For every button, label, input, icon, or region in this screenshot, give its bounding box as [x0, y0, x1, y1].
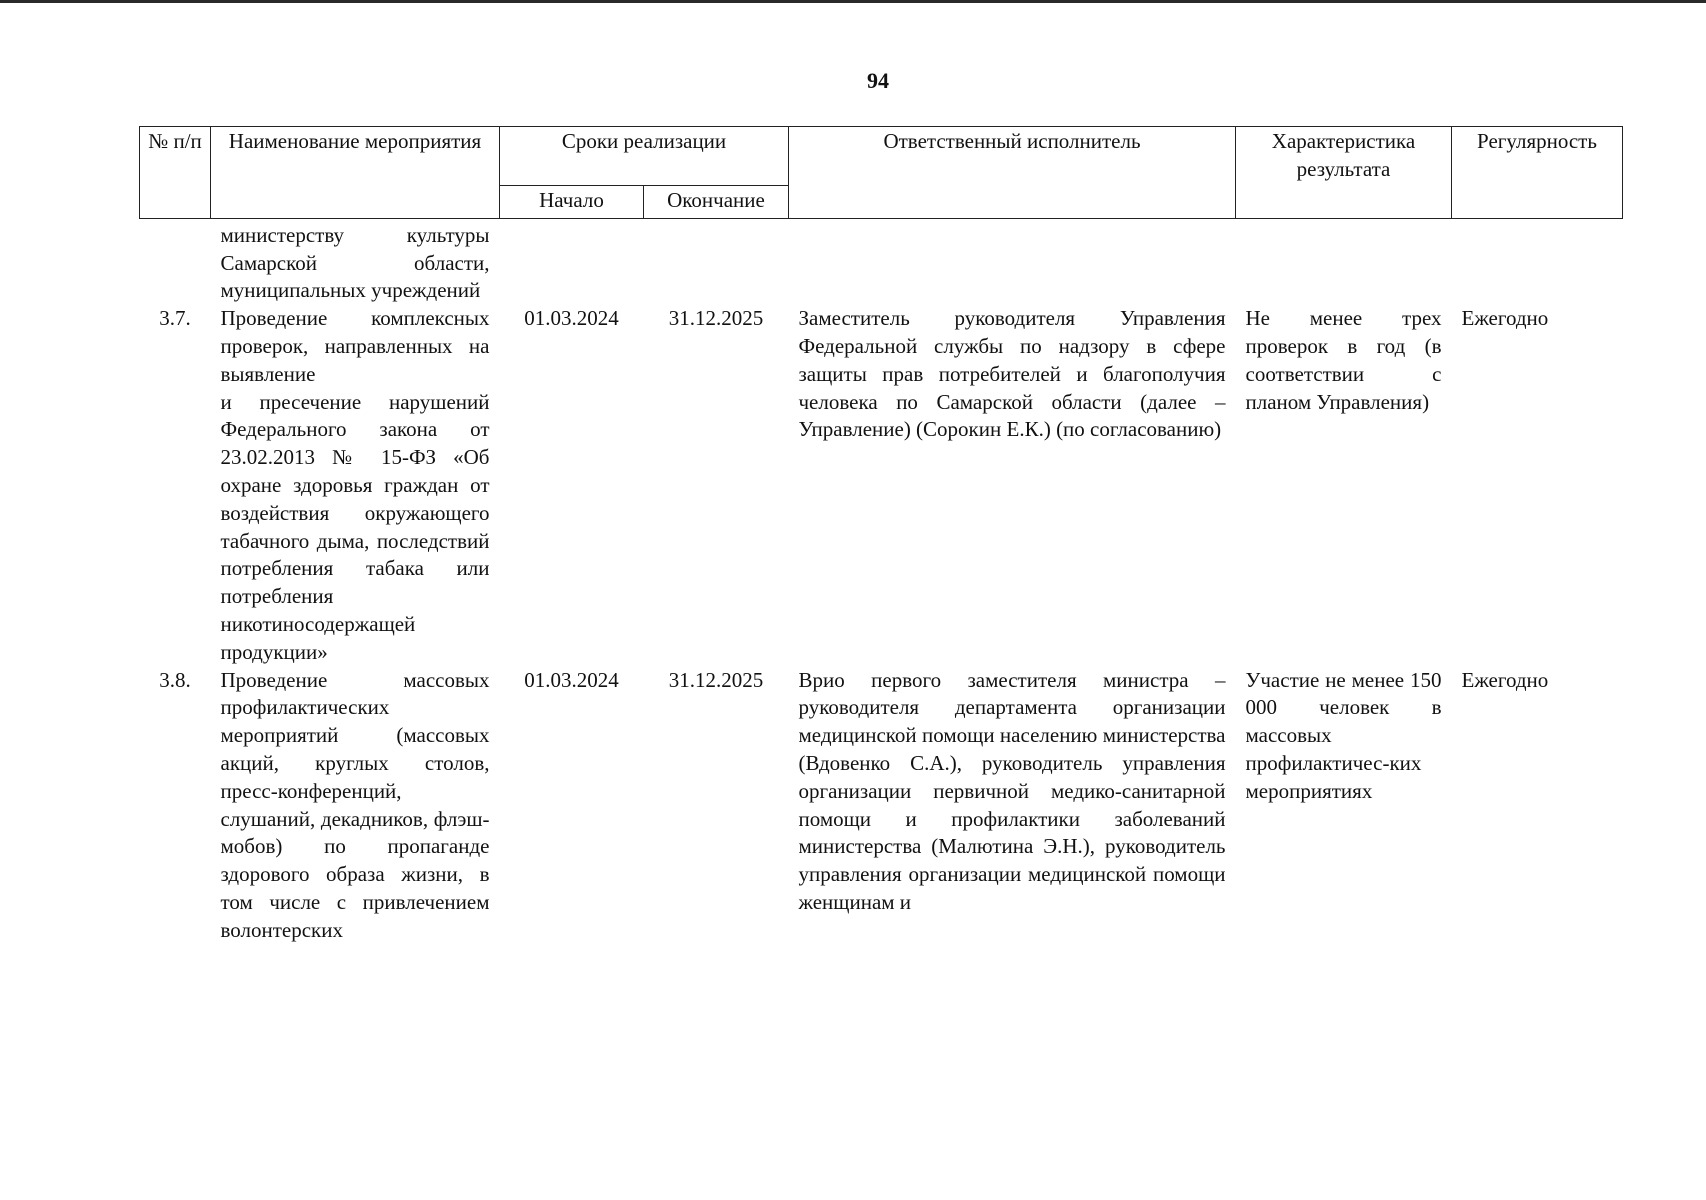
table-header	[140, 127, 1623, 219]
row-name	[211, 305, 500, 666]
header-name: Наименование мероприятия	[211, 127, 500, 219]
table-row	[140, 667, 1623, 945]
header-period: Сроки реализации	[500, 127, 789, 186]
header-end: Окончание	[644, 186, 789, 219]
plan-table	[139, 126, 1623, 945]
row-regularity: Ежегодно	[1461, 306, 1549, 331]
row-end-date: 31.12.2025	[668, 667, 764, 692]
row-start-date: 01.03.2024	[524, 306, 619, 331]
row-result: Участие не менее 150 000 человек в массовых профилактичес-ких мероприятиях	[1245, 667, 1442, 803]
row-name-part: Проведение комплексных проверок, направленных на выявление	[220, 306, 490, 386]
header-regularity: Регулярность	[1452, 127, 1623, 219]
row-regularity: Ежегодно	[1461, 667, 1549, 692]
row-end-date: 31.12.2025	[668, 306, 764, 331]
row-number: 3.7.	[159, 306, 191, 331]
row-result: Не менее трех проверок в год (в соответствии с планом Управления)	[1245, 306, 1442, 414]
page-number: 94	[867, 68, 889, 93]
header-num: № п/п	[140, 127, 211, 219]
table-row-continuation	[140, 218, 1623, 305]
row-responsible: Врио первого заместителя министра – руководителя департамента организации медицинской помощи населению министерства (Вдовенко С.А.), руководитель управления организации первичной медико-санитарной помощи и профилактики заболеваний министерства (Малютина Э.Н.), руководитель управления организации медицинской помощи женщинам и	[798, 667, 1226, 914]
header-start: Начало	[500, 186, 644, 219]
header-result: Характеристика результата	[1236, 127, 1452, 219]
row-name-part: и пресечение нарушений Федерального закона от 23.02.2013 № 15-ФЗ «Об охране здоровья граждан от воздействия окружающего табачного дыма, последствий потребления табака или потребления никотиносодержащей продукции»	[220, 389, 490, 664]
row-start-date: 01.03.2024	[524, 667, 619, 692]
row-name: Проведение массовых профилактических мероприятий (массовых акций, круглых столов, пресс-конференций, слушаний, декадников, флэш-мобов) по пропаганде здорового образа жизни, в том числе с привлечением волонтерских	[220, 667, 490, 942]
continuation-name: министерству культуры Самарской области, муниципальных учреждений	[220, 222, 490, 303]
page-top-rule	[0, 0, 1706, 3]
row-number: 3.8.	[159, 667, 191, 692]
row-responsible: Заместитель руководителя Управления Федеральной службы по надзору в сфере защиты прав потребителей и благополучия человека по Самарской области (далее – Управление) (Сорокин Е.К.) (по согласованию)	[798, 306, 1226, 442]
table-row	[140, 305, 1623, 666]
header-responsible: Ответственный исполнитель	[789, 127, 1236, 219]
